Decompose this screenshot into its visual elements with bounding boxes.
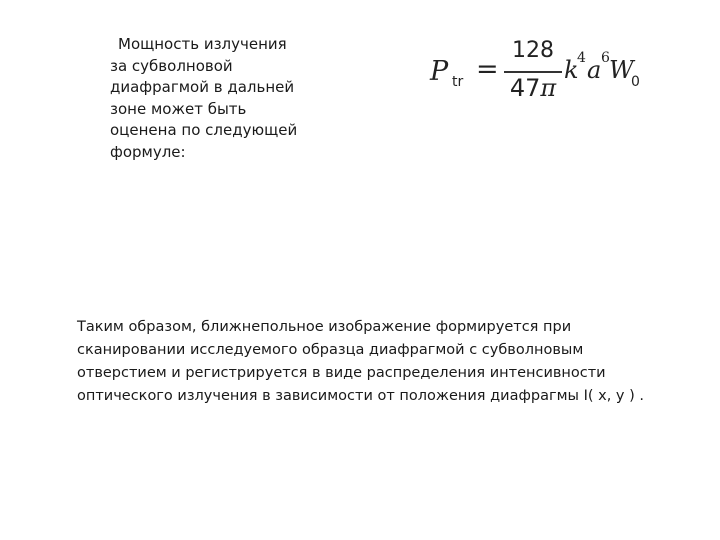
- radiation-power-formula: [428, 36, 640, 112]
- formula-pi-symbol: π: [540, 74, 557, 102]
- formula-a-symbol: a: [587, 56, 602, 84]
- intro-paragraph: [110, 34, 310, 163]
- formula-power-symbol: P: [430, 56, 449, 87]
- summary-line: сканировании исследуемого образца диафрагмой с субволновым: [77, 342, 584, 358]
- intro-line: формуле:: [110, 142, 186, 161]
- intro-line: диафрагмой в дальней: [110, 78, 295, 96]
- formula-fraction-bar: [504, 71, 562, 73]
- formula-equals-sign: =: [476, 54, 499, 85]
- formula-w-symbol: W: [609, 56, 634, 84]
- summary-paragraph: [77, 316, 667, 408]
- formula-k-symbol: k: [564, 56, 579, 84]
- intro-line: зоне может быть: [110, 99, 247, 118]
- intro-line: за субволновой: [110, 56, 233, 75]
- intro-line: оценена по следующей: [110, 121, 298, 139]
- summary-line: отверстием и регистрируется в виде распределения интенсивности: [77, 365, 606, 381]
- formula-a-exponent: 6: [601, 50, 610, 66]
- summary-line: оптического излучения в зависимости от положения диафрагмы I( x, y ) .: [77, 388, 644, 404]
- formula-denominator: [504, 74, 562, 102]
- formula-power-subscript: tr: [452, 74, 464, 90]
- summary-line: Таким образом, ближнепольное изображение формируется при: [77, 319, 572, 335]
- intro-line: Мощность излучения: [118, 35, 287, 53]
- formula-numerator: 128: [512, 38, 554, 63]
- formula-w-subscript: 0: [631, 74, 640, 90]
- formula-k-exponent: 4: [577, 50, 586, 66]
- formula-denominator-number: 47: [509, 74, 541, 102]
